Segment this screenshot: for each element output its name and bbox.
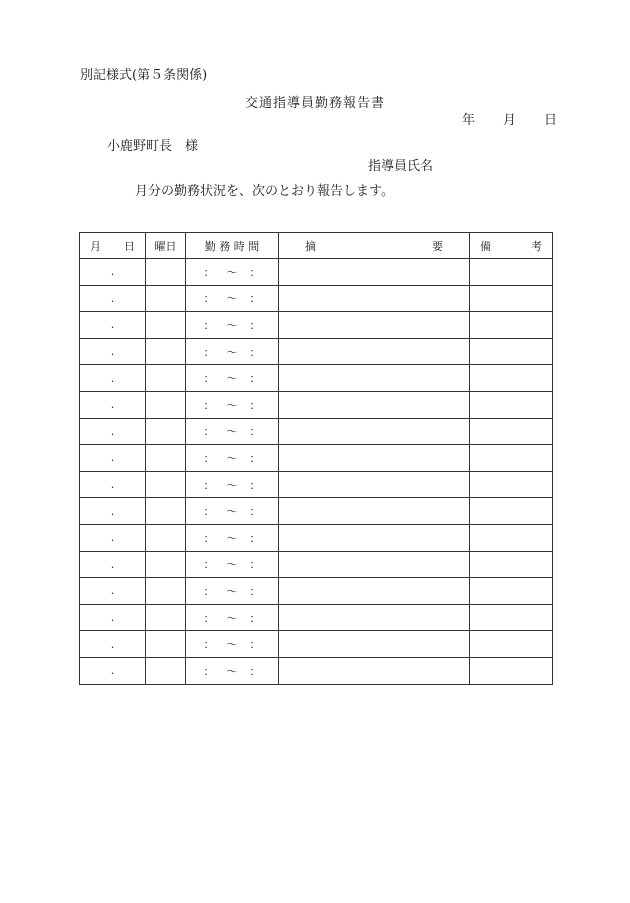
form-reference: 別記様式(第５条関係) [80,68,208,83]
summary-cell[interactable] [279,259,470,286]
table-row [80,391,553,418]
date-cell[interactable]: . [80,551,146,578]
summary-cell[interactable] [279,657,470,684]
summary-cell[interactable] [279,471,470,498]
notes-cell[interactable] [470,524,553,551]
notes-cell[interactable] [470,365,553,392]
summary-cell[interactable] [279,418,470,445]
table-row [80,524,553,551]
table-row [80,604,553,631]
date-cell[interactable]: . [80,657,146,684]
notes-cell[interactable] [470,445,553,472]
weekday-cell[interactable] [146,365,186,392]
date-cell[interactable]: . [80,418,146,445]
notes-cell[interactable] [470,391,553,418]
weekday-cell[interactable] [146,604,186,631]
weekday-cell[interactable] [146,259,186,286]
weekday-cell[interactable] [146,391,186,418]
date-cell[interactable]: . [80,471,146,498]
work-time-cell[interactable]: ： ～ ： [186,445,279,472]
notes-cell[interactable] [470,312,553,339]
header-summary: 摘 要 [279,233,470,259]
work-time-cell[interactable]: ： ～ ： [186,391,279,418]
summary-cell[interactable] [279,524,470,551]
weekday-cell[interactable] [146,285,186,312]
table-body [80,259,553,685]
notes-cell[interactable] [470,578,553,605]
table-row [80,259,553,286]
report-statement: 月分の勤務状況を、次のとおり報告します。 [135,184,394,199]
notes-cell[interactable] [470,471,553,498]
work-time-cell[interactable]: ： ～ ： [186,604,279,631]
document-title: 交通指導員勤務報告書 [244,96,385,111]
header-work-time: 勤 務 時 間 [186,233,279,259]
notes-cell[interactable] [470,498,553,525]
summary-cell[interactable] [279,365,470,392]
date-cell[interactable]: . [80,498,146,525]
weekday-cell[interactable] [146,312,186,339]
date-line [462,109,557,128]
month-label: 月 [503,113,517,128]
weekday-cell[interactable] [146,578,186,605]
notes-cell[interactable] [470,418,553,445]
summary-cell[interactable] [279,338,470,365]
work-time-cell[interactable]: ： ～ ： [186,418,279,445]
weekday-cell[interactable] [146,631,186,658]
date-cell[interactable]: . [80,365,146,392]
notes-cell[interactable] [470,259,553,286]
year-label: 年 [462,113,476,128]
summary-cell[interactable] [279,285,470,312]
table-row [80,551,553,578]
work-time-cell[interactable]: ： ～ ： [186,498,279,525]
instructor-name-label: 指導員氏名 [368,159,434,174]
weekday-cell[interactable] [146,338,186,365]
summary-cell[interactable] [279,604,470,631]
addressee: 小鹿野町長 様 [107,139,199,154]
date-cell[interactable]: . [80,338,146,365]
summary-cell[interactable] [279,578,470,605]
notes-cell[interactable] [470,657,553,684]
notes-cell[interactable] [470,551,553,578]
notes-cell[interactable] [470,631,553,658]
table-row [80,365,553,392]
table-row [80,285,553,312]
date-cell[interactable]: . [80,312,146,339]
header-notes: 備 考 [470,233,553,259]
date-cell[interactable]: . [80,524,146,551]
summary-cell[interactable] [279,312,470,339]
summary-cell[interactable] [279,498,470,525]
table-row [80,338,553,365]
work-time-cell[interactable]: ： ～ ： [186,338,279,365]
table-row [80,578,553,605]
notes-cell[interactable] [470,338,553,365]
work-time-cell[interactable]: ： ～ ： [186,578,279,605]
work-time-cell[interactable]: ： ～ ： [186,312,279,339]
notes-cell[interactable] [470,604,553,631]
date-cell[interactable]: . [80,631,146,658]
table-header-row [80,233,553,259]
weekday-cell[interactable] [146,657,186,684]
table-row [80,631,553,658]
summary-cell[interactable] [279,551,470,578]
weekday-cell[interactable] [146,551,186,578]
work-time-cell[interactable]: ： ～ ： [186,657,279,684]
header-date: 月 日 [80,233,146,259]
work-time-cell[interactable]: ： ～ ： [186,551,279,578]
date-cell[interactable]: . [80,391,146,418]
work-time-cell[interactable]: ： ～ ： [186,365,279,392]
weekday-cell[interactable] [146,471,186,498]
table-row [80,498,553,525]
work-time-cell[interactable]: ： ～ ： [186,285,279,312]
work-time-cell[interactable]: ： ～ ： [186,631,279,658]
weekday-cell[interactable] [146,445,186,472]
day-label: 日 [544,113,558,128]
date-cell[interactable]: . [80,285,146,312]
summary-cell[interactable] [279,391,470,418]
notes-cell[interactable] [470,285,553,312]
work-time-cell[interactable]: ： ～ ： [186,259,279,286]
weekday-cell[interactable] [146,498,186,525]
date-cell[interactable]: . [80,259,146,286]
table-row [80,418,553,445]
weekday-cell[interactable] [146,418,186,445]
date-cell[interactable]: . [80,604,146,631]
table-row [80,657,553,684]
table-row [80,471,553,498]
work-time-cell[interactable]: ： ～ ： [186,524,279,551]
table-row [80,445,553,472]
weekday-cell[interactable] [146,524,186,551]
summary-cell[interactable] [279,445,470,472]
work-time-cell[interactable]: ： ～ ： [186,471,279,498]
summary-cell[interactable] [279,631,470,658]
work-report-table [79,232,553,685]
date-cell[interactable]: . [80,578,146,605]
table-row [80,312,553,339]
date-cell[interactable]: . [80,445,146,472]
header-weekday: 曜日 [146,233,186,259]
